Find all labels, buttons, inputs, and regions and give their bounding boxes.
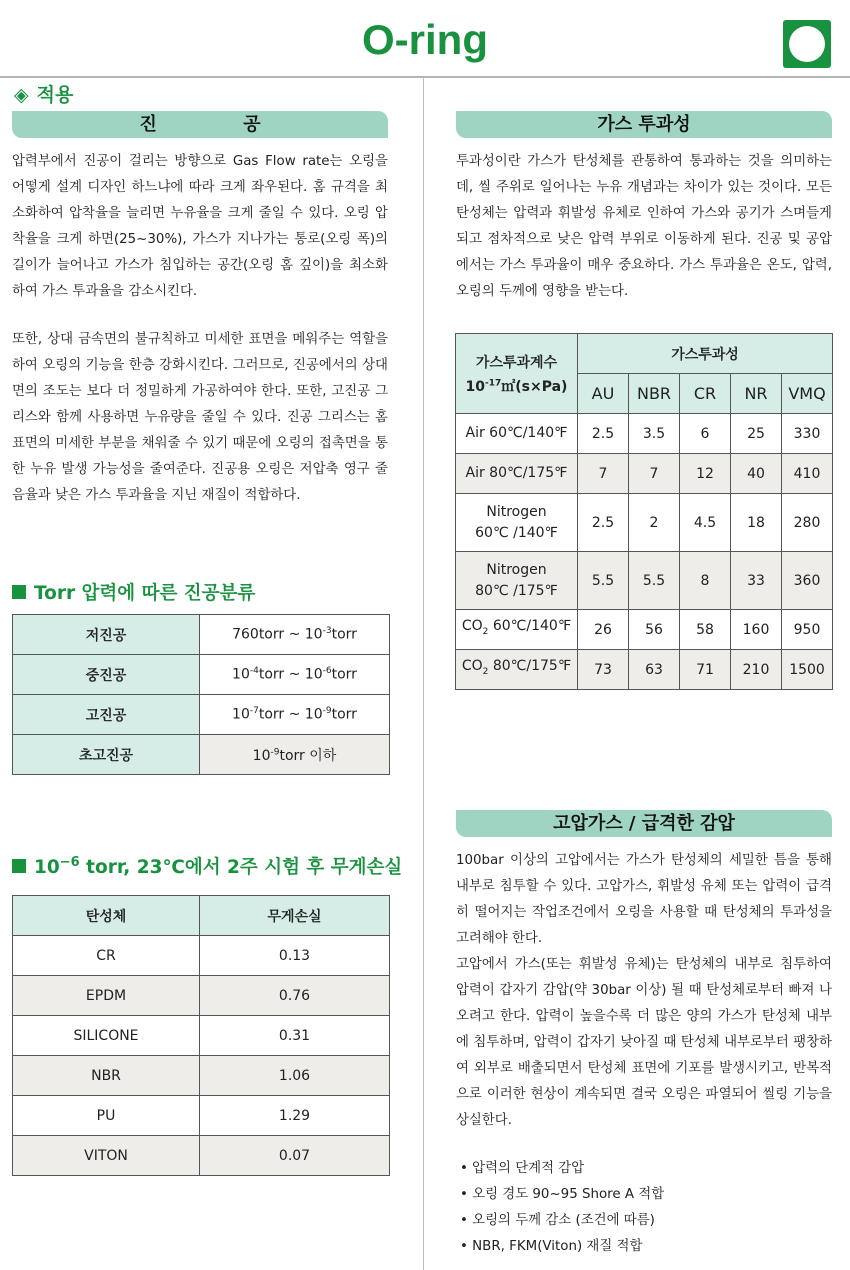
label-part: 80℃/175℉ — [488, 658, 572, 675]
range-exponent: -9 — [270, 746, 280, 757]
permeability-value: 950 — [782, 610, 833, 650]
condition-label: Nitrogen 60℃ /140℉ — [456, 494, 578, 552]
elastomer-name: SILICONE — [13, 1016, 200, 1056]
weight-heading-base: 10 — [34, 857, 60, 878]
table-row — [13, 615, 390, 655]
page-title: O-ring — [362, 16, 488, 63]
condition-label — [456, 610, 578, 650]
permeability-value: 160 — [731, 610, 782, 650]
high-pressure-paragraph-1: 100bar 이상의 고압에서는 가스가 탄성체의 세밀한 틈을 통해 내부로 침투할 수 있다. 고압가스, 휘발성 유체 또는 압력이 급격히 떨어지는 작업조건에서 오링을 사용할 때 탄성체의 투과성을 고려해야 한다. — [456, 853, 832, 946]
list-item: • 오링의 두께 감소 (조건에 따름) — [460, 1208, 664, 1234]
weight-loss-value: 1.06 — [200, 1056, 390, 1096]
torr-heading-text: Torr 압력에 따른 진공분류 — [34, 583, 256, 604]
weight-col-elastomer: 탄성체 — [13, 896, 200, 936]
pressure-range — [200, 615, 390, 655]
perm-column-header: NBR — [629, 374, 680, 414]
weight-loss-value: 1.29 — [200, 1096, 390, 1136]
weight-loss-table — [12, 895, 390, 1176]
square-bullet-icon — [12, 585, 26, 599]
table-row — [456, 494, 833, 552]
vacuum-class: 중진공 — [13, 655, 200, 695]
permeability-value: 2.5 — [578, 494, 629, 552]
weight-loss-value: 0.31 — [200, 1016, 390, 1056]
table-row — [13, 1016, 390, 1056]
list-item: • NBR, FKM(Viton) 재질 적합 — [460, 1234, 664, 1260]
perm-column-header: VMQ — [782, 374, 833, 414]
header-divider — [0, 76, 850, 78]
elastomer-name: VITON — [13, 1136, 200, 1176]
perm-column-header: CR — [680, 374, 731, 414]
weight-loss-value: 0.76 — [200, 976, 390, 1016]
gas-permeability-paragraph: 투과성이란 가스가 탄성체를 관통하여 통과하는 것을 의미하는데, 씰 주위로 일어나는 누유 개념과는 차이가 있는 것이다. 모든 탄성체는 압력과 휘발성 유체로 인하여 가스와 공기가 스며들게 되고 점차적으로 낮은 압력 부위로 이동하게 된다. 진공 및 공압에서는 가스 투과율이 매우 중요하다. 가스 투과율은 온도, 압력, 오링의 두께에 영향을 받는다. — [456, 154, 832, 299]
table-row — [13, 735, 390, 775]
permeability-value: 3.5 — [629, 414, 680, 454]
permeability-value: 4.5 — [680, 494, 731, 552]
permeability-value: 8 — [680, 552, 731, 610]
permeability-value: 330 — [782, 414, 833, 454]
permeability-value: 18 — [731, 494, 782, 552]
range-part: 10 — [232, 706, 250, 723]
vacuum-class: 저진공 — [13, 615, 200, 655]
range-part: 760torr ~ 10 — [232, 626, 323, 643]
table-row — [456, 414, 833, 454]
elastomer-name: NBR — [13, 1056, 200, 1096]
vacuum-paragraph-1: 압력부에서 진공이 걸리는 방향으로 Gas Flow rate는 오링을 어떻게 설계 디자인 하느냐에 따라 크게 좌우된다. 홈 규격을 최소화하여 압착율을 늘리면 누유율을 크게 줄일 수 있다. 오링 압착율을 크게 하면(25~30%), 가스가 지나가는 통로(오링 폭)의 길이가 늘어나고 가스가 침입하는 공간(오링 홈 깊이)을 최소화하여 가스 투과율을 감소시킨다. — [12, 154, 388, 299]
range-part: torr — [331, 666, 357, 683]
o-ring-logo-icon — [783, 20, 831, 68]
weight-col-loss: 무게손실 — [200, 896, 390, 936]
range-part: torr — [331, 706, 357, 723]
table-row — [13, 655, 390, 695]
range-exponent: -9 — [322, 706, 332, 717]
torr-heading — [12, 579, 255, 605]
condition-label: Air 80℃/175℉ — [456, 454, 578, 494]
section-label — [14, 80, 73, 107]
condition-label: Nitrogen 80℃ /175℉ — [456, 552, 578, 610]
mitigation-list — [460, 1156, 664, 1260]
range-exponent: -3 — [322, 626, 332, 637]
permeability-value: 71 — [680, 650, 731, 690]
column-divider — [423, 78, 424, 1270]
table-row — [13, 976, 390, 1016]
vacuum-banner: 진 공 — [12, 111, 388, 138]
table-row — [13, 1056, 390, 1096]
range-part: torr 이하 — [279, 747, 337, 764]
permeability-value: 6 — [680, 414, 731, 454]
permeability-value: 63 — [629, 650, 680, 690]
torr-table — [12, 614, 390, 775]
table-row — [13, 1096, 390, 1136]
high-pressure-paragraph-2: 고압에서 가스(또는 휘발성 유체)는 탄성체의 내부로 침투하여 압력이 갑자기 감압(약 30bar 이상) 될 때 탄성체로부터 빠져 나오려고 한다. 압력이 높을수록 더 많은 양의 가스가 탄성체 내부에 침투하며, 압력이 갑자기 낮아질 때 탄성체 내부로부터 팽창하여 외부로 배출되면서 탄성체 표면에 기포를 발생시키고, 반복적으로 이러한 현상이 계속되면 결국 오링은 파열되어 씰링 기능을 상실한다. — [456, 957, 832, 1128]
table-row — [456, 552, 833, 610]
range-part: 10 — [232, 666, 250, 683]
perm-coef-header — [456, 334, 578, 414]
perm-group-header: 가스투과성 — [578, 334, 833, 374]
permeability-value: 2.5 — [578, 414, 629, 454]
permeability-value: 73 — [578, 650, 629, 690]
vacuum-class: 고진공 — [13, 695, 200, 735]
table-row — [13, 1136, 390, 1176]
perm-coef-label: 가스투과계수 — [475, 354, 558, 371]
table-row — [456, 650, 833, 690]
elastomer-name: PU — [13, 1096, 200, 1136]
permeability-value: 25 — [731, 414, 782, 454]
label-subscript: 2 — [482, 666, 489, 677]
pressure-range — [200, 695, 390, 735]
weight-loss-value: 0.07 — [200, 1136, 390, 1176]
table-row — [456, 454, 833, 494]
permeability-value: 360 — [782, 552, 833, 610]
range-part: torr — [331, 626, 357, 643]
perm-coef-base: 10 — [465, 378, 485, 395]
permeability-value: 1500 — [782, 650, 833, 690]
section-label-text: 적용 — [36, 84, 74, 106]
permeability-value: 7 — [629, 454, 680, 494]
permeability-value: 58 — [680, 610, 731, 650]
elastomer-name: EPDM — [13, 976, 200, 1016]
gas-permeability-banner: 가스 투과성 — [456, 111, 832, 138]
pressure-range — [200, 655, 390, 695]
elastomer-name: CR — [13, 936, 200, 976]
range-part: torr ~ 10 — [258, 666, 323, 683]
range-exponent: -7 — [249, 706, 259, 717]
pressure-range — [200, 735, 390, 775]
permeability-value: 7 — [578, 454, 629, 494]
label-subscript: 2 — [482, 626, 489, 637]
label-part: CO — [461, 618, 483, 635]
table-row — [13, 695, 390, 735]
range-part: 10 — [252, 747, 271, 764]
permeability-value: 56 — [629, 610, 680, 650]
perm-coef-exponent: -17 — [485, 377, 502, 388]
diamond-bullet-icon: ◈ — [14, 84, 29, 106]
permeability-value: 2 — [629, 494, 680, 552]
square-bullet-icon — [12, 859, 26, 873]
permeability-value: 5.5 — [629, 552, 680, 610]
table-row — [13, 936, 390, 976]
label-part: CO — [461, 658, 483, 675]
permeability-value: 12 — [680, 454, 731, 494]
vacuum-paragraph-2: 또한, 상대 금속면의 불규칙하고 미세한 표면을 메워주는 역할을 하여 오링의 기능을 한층 강화시킨다. 그러므로, 진공에서의 상대면의 조도는 보다 더 정밀하게 가공하여야 한다. 또한, 고진공 그리스와 함께 사용하면 누유량을 줄일 수 있다. 진공 그리스는 홈 표면의 미세한 부분을 채워줄 수 있기 때문에 오링의 접촉면을 통한 누유 발생 가능성을 줄여준다. 진공용 오링은 저압축 영구 줄음율과 낮은 가스 투과율을 지닌 재질이 적합하다. — [12, 332, 388, 503]
range-exponent: -4 — [249, 666, 259, 677]
permeability-value: 280 — [782, 494, 833, 552]
range-part: torr ~ 10 — [258, 706, 323, 723]
list-item: • 오링 경도 90~95 Shore A 적합 — [460, 1182, 664, 1208]
permeability-value: 40 — [731, 454, 782, 494]
range-exponent: -6 — [322, 666, 332, 677]
weight-loss-value: 0.13 — [200, 936, 390, 976]
permeability-value: 33 — [731, 552, 782, 610]
vacuum-class: 초고진공 — [13, 735, 200, 775]
label-part: 60℃/140℉ — [488, 618, 572, 635]
perm-coef-unit: ㎡(s×Pa) — [501, 378, 568, 395]
permeability-value: 5.5 — [578, 552, 629, 610]
permeability-value: 210 — [731, 650, 782, 690]
permeability-value: 26 — [578, 610, 629, 650]
table-row — [456, 610, 833, 650]
weight-heading-exponent: −6 — [59, 854, 80, 870]
permeability-table — [455, 333, 833, 690]
condition-label: Air 60℃/140℉ — [456, 414, 578, 454]
perm-column-header: AU — [578, 374, 629, 414]
high-pressure-banner: 고압가스 / 급격한 감압 — [456, 810, 832, 837]
permeability-value: 410 — [782, 454, 833, 494]
condition-label — [456, 650, 578, 690]
perm-column-header: NR — [731, 374, 782, 414]
weight-loss-heading — [12, 853, 402, 879]
list-item: • 압력의 단계적 감압 — [460, 1156, 664, 1182]
weight-heading-text: torr, 23℃에서 2주 시험 후 무게손실 — [79, 857, 403, 878]
